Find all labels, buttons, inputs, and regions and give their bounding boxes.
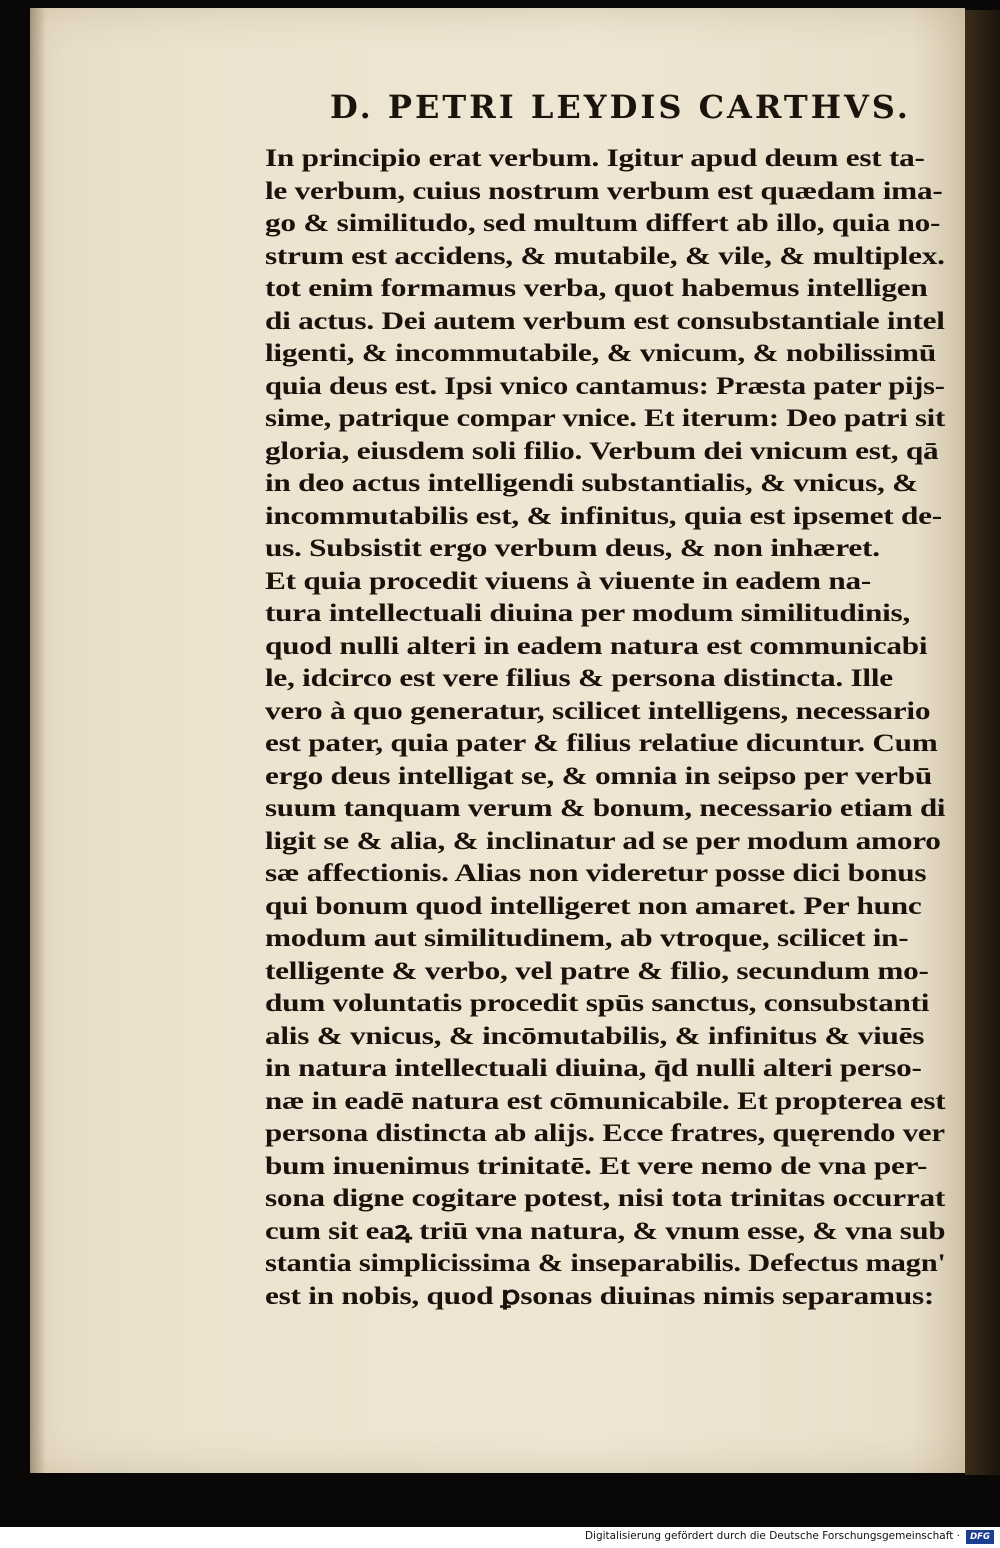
text-line: in natura intellectuali diuina, q̄d nulli alteri perso- bbox=[265, 1055, 922, 1082]
text-line: cum sit eaꝝ triū vna natura, & vnum esse, & vna sub bbox=[265, 1217, 946, 1245]
body-text bbox=[265, 143, 955, 1313]
text-line: ligenti, & incommutabile, & vnicum, & nobilissimū bbox=[265, 340, 936, 367]
dfg-logo: DFG bbox=[966, 1530, 994, 1544]
text-line: tura intellectuali diuina per modum similitudinis, bbox=[265, 600, 911, 627]
text-line: le verbum, cuius nostrum verbum est quædam ima- bbox=[265, 177, 943, 205]
text-line: ergo deus intelligat se, & omnia in seipso per verbū bbox=[265, 762, 932, 790]
text-line: ligit se & alia, & inclinatur ad se per modum amoro bbox=[265, 827, 941, 855]
text-line: quod nulli alteri in eadem natura est communicabi bbox=[265, 632, 928, 660]
text-line: telligente & verbo, vel patre & filio, secundum mo- bbox=[265, 957, 929, 985]
text-line: næ in eadē natura est cōmunicabile. Et propterea est bbox=[265, 1087, 946, 1115]
text-line: strum est accidens, & mutabile, & vile, & multiplex. bbox=[265, 242, 945, 270]
text-line: tot enim formamus verba, quot habemus intelligen bbox=[265, 275, 928, 302]
text-line: suum tanquam verum & bonum, necessario etiam di bbox=[265, 795, 946, 822]
text-line: sæ affectionis. Alias non videretur posse dici bonus bbox=[265, 860, 927, 887]
text-line: in deo actus intelligendi substantialis, & vnicus, & bbox=[265, 470, 918, 497]
text-line: stantia simplicissima & inseparabilis. Defectus magn' bbox=[265, 1250, 946, 1277]
text-line: In principio erat verbum. Igitur apud deum est ta- bbox=[265, 145, 925, 172]
text-line: modum aut similitudinem, ab vtroque, scilicet in- bbox=[265, 925, 909, 952]
text-line: dum voluntatis procedit spūs sanctus, consubstanti bbox=[265, 990, 930, 1017]
spine-shadow bbox=[30, 8, 46, 1473]
running-header: D. PETRI LEYDIS CARTHVS. bbox=[330, 88, 911, 126]
text-line: est in nobis, quod ꝑsonas diuinas nimis separamus: bbox=[265, 1282, 935, 1310]
text-line: sona digne cogitare potest, nisi tota trinitas occurrat bbox=[265, 1185, 946, 1212]
text-line: quia deus est. Ipsi vnico cantamus: Præsta pater pijs- bbox=[265, 372, 945, 400]
text-line: bum inuenimus trinitatē. Et vere nemo de vna per- bbox=[265, 1152, 928, 1180]
text-line: est pater, quia pater & filius relatiue dicuntur. Cum bbox=[265, 730, 938, 757]
footer-bar bbox=[0, 1527, 1000, 1548]
text-line: us. Subsistit ergo verbum deus, & non inhæret. bbox=[265, 535, 880, 562]
text-line: di actus. Dei autem verbum est consubstantiale intel bbox=[265, 307, 945, 335]
text-line: le, idcirco est vere filius & persona distincta. Ille bbox=[265, 665, 893, 692]
text-line: alis & vnicus, & incōmutabilis, & infinitus & viuēs bbox=[265, 1022, 925, 1050]
text-line: Et quia procedit viuens à viuente in eadem na- bbox=[265, 567, 872, 595]
funding-credit: Digitalisierung gefördert durch die Deutsche Forschungsgemeinschaft · bbox=[584, 1530, 960, 1542]
text-line: go & similitudo, sed multum differt ab illo, quia no- bbox=[265, 210, 941, 237]
text-line: persona distincta ab alijs. Ecce fratres, quęrendo ver bbox=[265, 1120, 945, 1147]
text-line: incommutabilis est, & infinitus, quia est ipsemet de- bbox=[265, 502, 942, 530]
text-line: gloria, eiusdem soli filio. Verbum dei vnicum est, qā bbox=[265, 437, 939, 465]
text-line: qui bonum quod intelligeret non amaret. Per hunc bbox=[265, 892, 922, 920]
text-line: vero à quo generatur, scilicet intelligens, necessario bbox=[265, 697, 931, 725]
text-line: sime, patrique compar vnice. Et iterum: Deo patri sit bbox=[265, 405, 945, 432]
